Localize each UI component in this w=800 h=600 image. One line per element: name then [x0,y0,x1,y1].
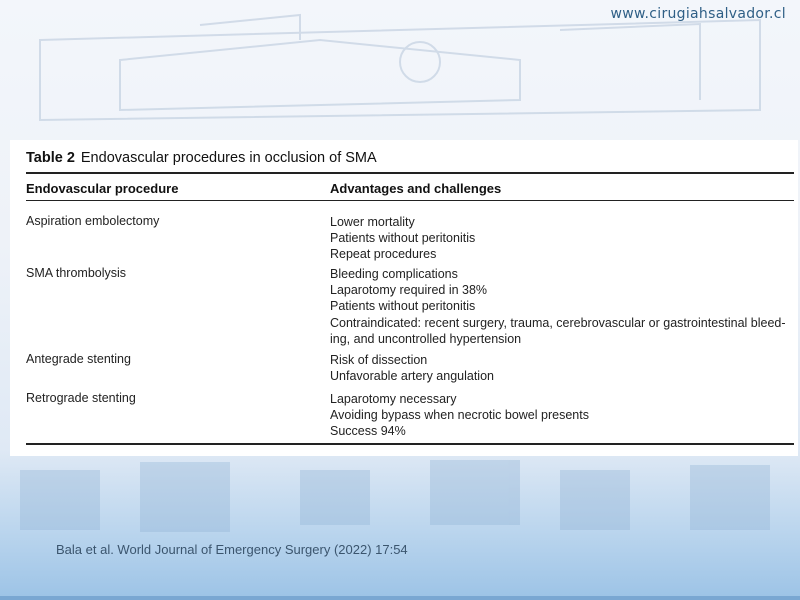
advantage-line: Repeat procedures [330,247,437,262]
advantage-line: Patients without peritonitis [330,299,476,314]
table-title: Endovascular procedures in occlusion of SMA [80,150,377,166]
table-panel [10,140,798,456]
table-caption [26,150,377,166]
table-label: Table 2 [26,150,75,166]
advantage-line: Contraindicated: recent surgery, trauma, cerebrovascular or gastrointestinal bleed- [330,315,786,330]
advantage-line: Patients without peritonitis [330,231,476,246]
table-header-rule [26,200,794,201]
procedure-cell: Antegrade stenting [26,352,131,366]
advantage-line: Avoiding bypass when necrotic bowel presents [330,408,589,423]
column-header-advantages: Advantages and challenges [330,181,502,196]
citation-text: Bala et al. World Journal of Emergency Surgery (2022) 17:54 [56,542,408,557]
advantage-line: Laparotomy required in 38% [330,283,488,298]
advantages-cell [330,352,792,384]
table-top-rule [26,172,794,174]
procedure-cell: Retrograde stenting [26,391,136,405]
advantage-line: Lower mortality [330,215,415,229]
column-header-procedure: Endovascular procedure [26,181,179,196]
procedure-cell: SMA thrombolysis [26,266,127,280]
site-url: www.cirugiahsalvador.cl [610,6,786,22]
table-bottom-rule [26,443,794,445]
advantages-cell [330,391,792,440]
advantage-line: Success 94% [330,424,406,439]
advantage-line: ing, and uncontrolled hypertension [330,331,522,346]
advantages-cell [330,266,792,347]
advantage-line: Laparotomy necessary [330,392,457,406]
advantage-line: Bleeding complications [330,267,458,281]
procedure-cell: Aspiration embolectomy [26,214,160,228]
advantage-line: Unfavorable artery angulation [330,369,494,384]
advantage-line: Risk of dissection [330,353,428,367]
advantages-cell [330,214,792,263]
